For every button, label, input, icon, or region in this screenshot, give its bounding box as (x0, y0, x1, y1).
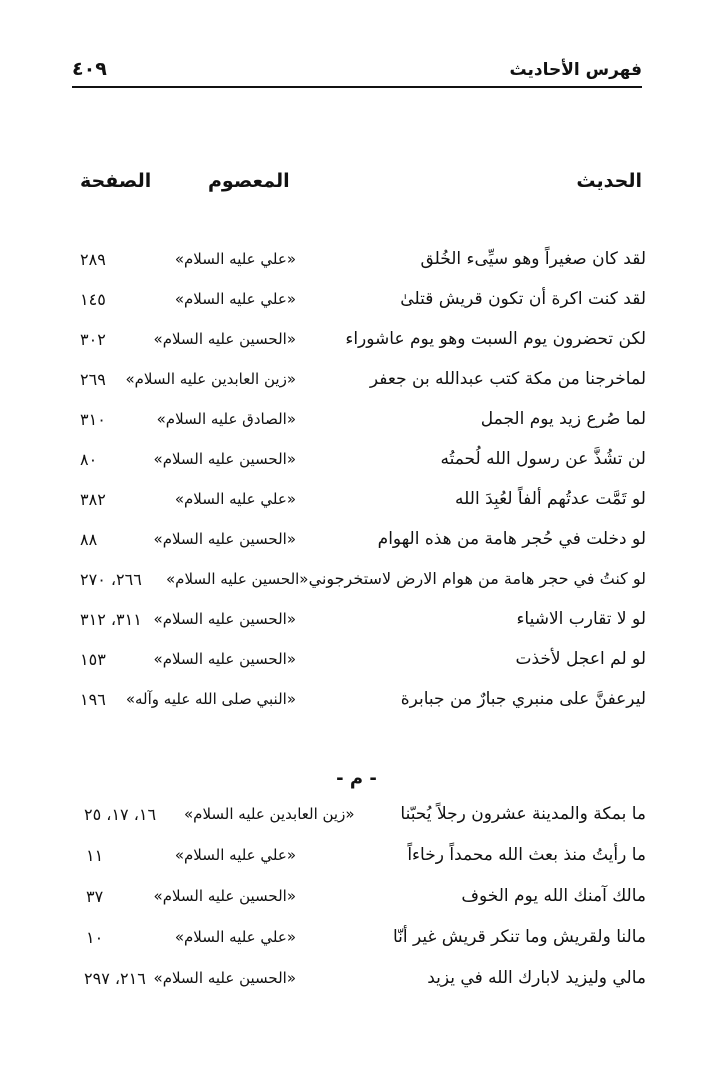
list-item (70, 839, 646, 880)
list-item (70, 363, 646, 403)
masum-name: «علي عليه السلام» (174, 490, 296, 508)
column-header-masum: المعصوم (208, 170, 290, 192)
masum-name: «الحسين عليه السلام» (153, 610, 296, 628)
page-ref: ١١ (86, 846, 104, 865)
hadith-text: لماخرجنا من مكة كتب عبدالله بن جعفر (369, 369, 646, 389)
column-header-page: الصفحة (80, 170, 152, 192)
page-ref: ١٦، ١٧، ٢٥ (84, 805, 157, 824)
list-item (70, 563, 646, 603)
list-item (70, 243, 646, 283)
page-ref: ١٤٥ (80, 290, 106, 309)
page-ref: ٣٧ (86, 887, 104, 906)
page-ref: ٨٠ (80, 450, 98, 469)
hadith-text: لو دخلت في حُجر هامة من هذه الهوام (377, 529, 646, 549)
hadith-text: لما صُرع زيد يوم الجمل (480, 409, 646, 429)
masum-name: «النبي صلى الله عليه وآله» (125, 690, 296, 708)
page-ref: ٢١٦، ٢٩٧ (84, 969, 146, 988)
hadith-list-mim (70, 798, 646, 1003)
page-ref: ٣٨٢ (80, 490, 106, 509)
hadith-text: لو تَمَّت عدتُهم ألفاً لعُبِدَ الله (455, 489, 646, 509)
masum-name: «علي عليه السلام» (174, 928, 296, 946)
hadith-text: مالنا ولقريش وما تنكر قريش غير أنّا (392, 927, 646, 947)
page-ref: ١٩٦ (80, 690, 106, 709)
list-item (70, 683, 646, 723)
hadith-text: ما بمكة والمدينة عشرون رجلاً يُحبّنا (400, 804, 646, 824)
list-item (70, 483, 646, 523)
list-item (70, 403, 646, 443)
list-item (70, 880, 646, 921)
hadith-text: مالك آمنك الله يوم الخوف (461, 886, 646, 906)
page-ref: ٣١١، ٣١٢ (80, 610, 142, 629)
page-ref: ١٥٣ (80, 650, 106, 669)
hadith-text: لو كنتُ في حجر هامة من هوام الارض لاستخرجوني (308, 569, 646, 588)
hadith-text: ليرعفنَّ على منبري جبارٌ من جبابرة (400, 689, 646, 709)
hadith-text: لقد كان صغيراً وهو سيِّىء الخُلق (420, 249, 646, 269)
hadith-text: لقد كنت اكرة أن تكون قريش قتلىٰ (400, 289, 646, 309)
page-ref: ٣٠٢ (80, 330, 106, 349)
hadith-text: لو لا تقارب الاشياء (516, 609, 646, 629)
list-item (70, 603, 646, 643)
list-item (70, 323, 646, 363)
masum-name: «الحسين عليه السلام» (166, 570, 309, 588)
masum-name: «زين العابدين عليه السلام» (125, 370, 296, 388)
masum-name: «الحسين عليه السلام» (153, 330, 296, 348)
column-header-hadith: الحديث (576, 170, 642, 192)
hadith-text: مالي وليزيد لابارك الله في يزيد (427, 968, 646, 988)
hadith-text: لو لم اعجل لأخذت (515, 649, 646, 669)
page-ref: ١٠ (86, 928, 104, 947)
masum-name: «الحسين عليه السلام» (153, 650, 296, 668)
list-item (70, 523, 646, 563)
running-title: فهرس الأحاديث (509, 60, 642, 80)
masum-name: «الحسين عليه السلام» (153, 969, 296, 987)
masum-name: «الصادق عليه السلام» (156, 410, 296, 428)
hadith-text: لن تشُذَّ عن رسول الله لُحمتُه (440, 449, 646, 469)
hadith-text: لكن تحضرون يوم السبت وهو يوم عاشوراء (345, 329, 646, 349)
page-number: ٤٠٩ (72, 58, 107, 80)
page-ref: ٢٨٩ (80, 250, 106, 269)
list-item (70, 443, 646, 483)
masum-name: «الحسين عليه السلام» (153, 450, 296, 468)
masum-name: «الحسين عليه السلام» (153, 887, 296, 905)
masum-name: «علي عليه السلام» (174, 846, 296, 864)
page-ref: ٢٦٦، ٢٧٠ (80, 570, 142, 589)
section-letter: - م - (336, 768, 377, 789)
masum-name: «زين العابدين عليه السلام» (184, 805, 355, 823)
masum-name: «علي عليه السلام» (174, 290, 296, 308)
page-header (72, 54, 642, 88)
list-item (70, 643, 646, 683)
page-ref: ٢٦٩ (80, 370, 106, 389)
masum-name: «الحسين عليه السلام» (153, 530, 296, 548)
header-rule (72, 86, 642, 88)
list-item (70, 921, 646, 962)
hadith-text: ما رأيتُ منذ بعث الله محمداً رخاءاً (407, 845, 646, 865)
list-item (70, 798, 646, 839)
hadith-list-lam (70, 243, 646, 723)
list-item (70, 962, 646, 1003)
page-ref: ٣١٠ (80, 410, 106, 429)
list-item (70, 283, 646, 323)
page-ref: ٨٨ (80, 530, 98, 549)
masum-name: «علي عليه السلام» (174, 250, 296, 268)
